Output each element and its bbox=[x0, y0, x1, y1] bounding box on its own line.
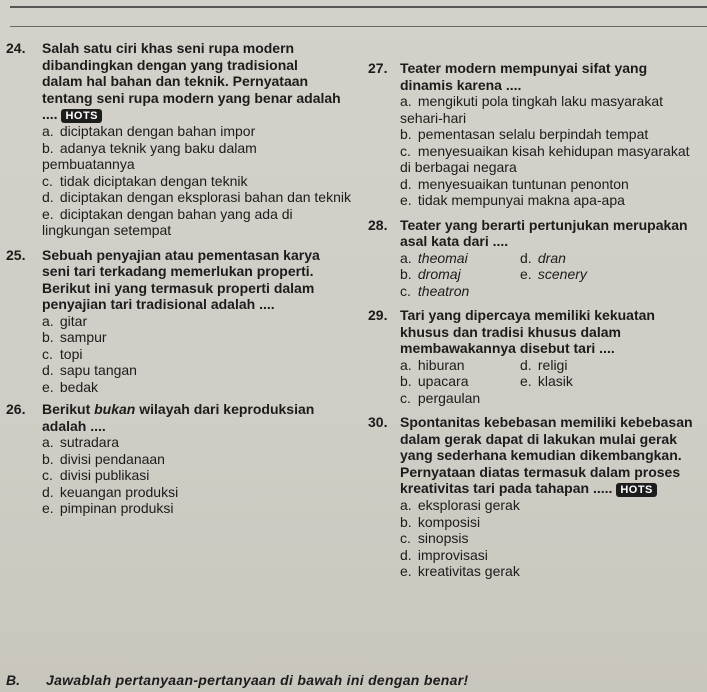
hots-badge: HOTS bbox=[61, 109, 102, 123]
section-instruction: Jawablah pertanyaan-pertanyaan di bawah ini dengan benar! bbox=[46, 672, 469, 688]
option-b[interactable]: b. dromaj bbox=[400, 266, 461, 282]
top-rule-thin bbox=[10, 26, 707, 27]
option-a[interactable]: a. sutradara bbox=[42, 434, 120, 450]
option-e[interactable]: e. diciptakan dengan bahan yang ada di lingkungan setempat bbox=[42, 205, 293, 238]
question-29 bbox=[368, 307, 704, 406]
hots-badge: HOTS bbox=[616, 483, 657, 497]
option-a[interactable]: a. mengikuti pola tingkah laku masyarakat sehari-hari bbox=[400, 93, 664, 126]
question-number: 24. bbox=[6, 40, 26, 56]
option-d[interactable]: d. menyesuaikan tuntunan penonton bbox=[400, 175, 629, 192]
right-column bbox=[368, 60, 704, 586]
left-column bbox=[6, 40, 361, 523]
option-d[interactable]: d. keuangan produksi bbox=[42, 483, 179, 500]
option-c[interactable]: c. menyesuaikan kisah kehidupan masyarakat di berbagai negara bbox=[400, 142, 690, 175]
question-text: Sebuah penyajian atau pementasan karya seni tari terkadang memerlukan properti. Berikut ini yang termasuk properti dalam penyajian tari tradisional adalah .... bbox=[42, 246, 320, 312]
option-c[interactable]: c. tidak diciptakan dengan teknik bbox=[42, 172, 248, 189]
question-text: Teater yang berarti pertunjukan merupakan asal kata dari .... bbox=[400, 216, 688, 249]
question-number: 25. bbox=[6, 246, 26, 263]
section-letter: B. bbox=[6, 672, 20, 688]
question-27 bbox=[368, 60, 704, 209]
question-24 bbox=[6, 40, 361, 239]
question-text: Berikut bukan wilayah dari keproduksian adalah .... bbox=[42, 401, 315, 434]
option-d[interactable]: d. religi bbox=[520, 356, 568, 373]
question-text: Salah satu ciri khas seni rupa modern dibandingkan dengan yang tradisional dalam hal bahan dan teknik. Pernyataan tentang seni rupa modern yang benar adalah .... HOTS bbox=[42, 40, 341, 122]
option-c[interactable]: c. theatron bbox=[400, 282, 470, 299]
option-b[interactable]: b. divisi pendanaan bbox=[42, 450, 165, 467]
option-a[interactable]: a. hiburan bbox=[400, 356, 465, 373]
option-c[interactable]: c. sinopsis bbox=[400, 530, 469, 546]
option-c[interactable]: c. pergaulan bbox=[400, 389, 481, 406]
option-e[interactable]: e. pimpinan produksi bbox=[42, 500, 174, 516]
option-c[interactable]: c. topi bbox=[42, 345, 83, 362]
question-30 bbox=[368, 414, 704, 580]
option-d[interactable]: d. improvisasi bbox=[400, 546, 488, 563]
option-a[interactable]: a. theomai bbox=[400, 249, 468, 266]
question-text: Tari yang dipercaya memiliki kekuatan khusus dan tradisi khusus dalam membawakannya disebut tari .... bbox=[400, 307, 655, 356]
top-rule bbox=[10, 6, 707, 8]
option-a[interactable]: a. diciptakan dengan bahan impor bbox=[42, 123, 256, 139]
option-a[interactable]: a. eksplorasi gerak bbox=[400, 497, 520, 513]
question-number: 27. bbox=[368, 60, 388, 76]
option-b[interactable]: b. sampur bbox=[42, 329, 107, 345]
option-b[interactable]: b. upacara bbox=[400, 373, 469, 389]
question-text: Teater modern mempunyai sifat yang dinamis karena .... bbox=[400, 60, 648, 93]
option-c[interactable]: c. divisi publikasi bbox=[42, 467, 150, 483]
option-e[interactable]: e. tidak mempunyai makna apa-apa bbox=[400, 192, 625, 208]
question-number: 29. bbox=[368, 307, 388, 323]
question-28 bbox=[368, 217, 704, 300]
question-number: 28. bbox=[368, 216, 388, 233]
option-d[interactable]: d. diciptakan dengan eksplorasi bahan dan teknik bbox=[42, 189, 351, 205]
option-e[interactable]: e. klasik bbox=[520, 373, 573, 389]
question-number: 26. bbox=[6, 401, 26, 417]
question-text: Spontanitas kebebasan memiliki kebebasan dalam gerak dapat di lakukan mulai gerak yang sederhana kemudian dikembangkan. Pernyataan diatas termasuk dalam proses kreativitas tari pada tahapan ..... HOTS bbox=[400, 414, 693, 496]
option-d[interactable]: d. sapu tangan bbox=[42, 362, 137, 378]
question-25 bbox=[6, 247, 361, 396]
question-26 bbox=[6, 401, 361, 517]
option-b[interactable]: b. adanya teknik yang baku dalam pembuatannya bbox=[42, 139, 257, 172]
option-b[interactable]: b. komposisi bbox=[400, 513, 481, 530]
option-e[interactable]: e. kreativitas gerak bbox=[400, 563, 520, 579]
option-d[interactable]: d. dran bbox=[520, 249, 566, 266]
option-e[interactable]: e. bedak bbox=[42, 378, 99, 395]
option-a[interactable]: a. gitar bbox=[42, 312, 88, 329]
question-number: 30. bbox=[368, 414, 388, 430]
option-b[interactable]: b. pementasan selalu berpindah tempat bbox=[400, 126, 649, 142]
option-e[interactable]: e. scenery bbox=[520, 266, 587, 282]
